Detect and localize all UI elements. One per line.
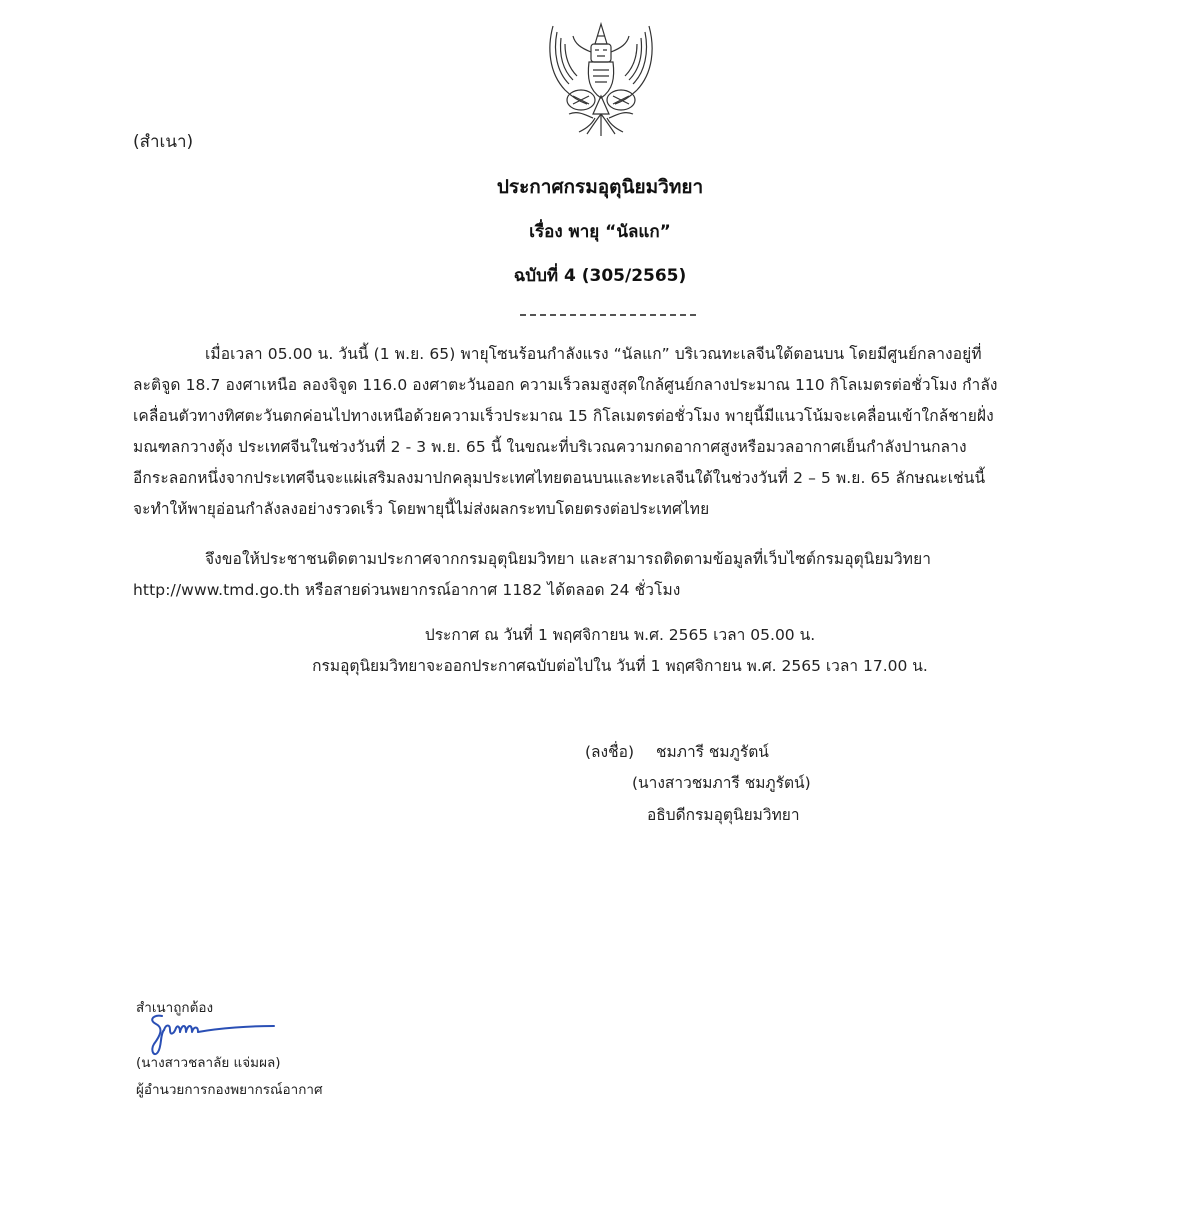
announced-at: ประกาศ ณ วันที่ 1 พฤศจิกายน พ.ศ. 2565 เวลา 05.00 น. — [424, 626, 816, 644]
paragraph-line: มณฑลกวางตุ้ง ประเทศจีนในช่วงวันที่ 2 - 3 พ.ย. 65 นี้ ในขณะที่บริเวณความกดอากาศสูงหรือมวลอากาศเย็นกำลังปานกลาง — [133, 438, 967, 456]
paragraph-line: ละติจูด 18.7 องศาเหนือ ลองจิจูด 116.0 องศาตะวันออก ความเร็วลมสูงสุดใกล้ศูนย์กลางประมาณ 110 กิโลเมตรต่อชั่วโมง กำลัง — [133, 376, 998, 394]
certifier-name: (นางสาวชลาลัย แจ่มผล) — [136, 1055, 281, 1071]
signature-line — [585, 737, 769, 767]
garuda-emblem-icon — [543, 18, 659, 138]
issue-number: ฉบับที่ 4 (305/2565) — [513, 266, 687, 286]
paragraph-line: อีกระลอกหนึ่งจากประเทศจีนจะแผ่เสริมลงมาปกคลุมประเทศไทยตอนบนและทะเลจีนใต้ในช่วงวันที่ 2 – 5 พ.ย. 65 ลักษณะเช่นนี้ — [133, 469, 986, 487]
copy-label: (สำเนา) — [133, 132, 194, 152]
body-paragraph-2 — [133, 544, 1085, 606]
divider — [520, 314, 696, 316]
paragraph-line: จะทำให้พายุอ่อนกำลังลงอย่างรวดเร็ว โดยพายุนี้ไม่ส่งผลกระทบโดยตรงต่อประเทศไทย — [133, 500, 710, 518]
signed-name: ชมภารี ชมภูรัตน์ — [656, 743, 769, 761]
certifier-position: ผู้อำนวยการกองพยากรณ์อากาศ — [136, 1082, 323, 1098]
certified-copy-label: สำเนาถูกต้อง — [136, 1000, 214, 1016]
signed-label: (ลงชื่อ) — [585, 743, 634, 761]
next-issue-notice: กรมอุตุนิยมวิทยาจะออกประกาศฉบับต่อไปใน วันที่ 1 พฤศจิกายน พ.ศ. 2565 เวลา 17.00 น. — [312, 657, 928, 675]
body-paragraph-1 — [133, 339, 1085, 525]
signatory-position: อธิบดีกรมอุตุนิยมวิทยา — [647, 806, 800, 824]
page-title: ประกาศกรมอุตุนิยมวิทยา — [496, 176, 704, 198]
paragraph-line: จึงขอให้ประชาชนติดตามประกาศจากกรมอุตุนิยมวิทยา และสามารถติดตามข้อมูลที่เว็บไซต์กรมอุตุนิยมวิทยา — [205, 550, 932, 568]
paragraph-line: เคลื่อนตัวทางทิศตะวันตกค่อนไปทางเหนือด้วยความเร็วประมาณ 15 กิโลเมตรต่อชั่วโมง พายุนี้มีแนวโน้มจะเคลื่อนเข้าใกล้ชายฝั่ง — [133, 407, 994, 425]
paragraph-line-website: http://www.tmd.go.th หรือสายด่วนพยากรณ์อากาศ 1182 ได้ตลอด 24 ชั่วโมง — [133, 581, 681, 599]
subject-line: เรื่อง พายุ “นัลแก” — [529, 222, 671, 242]
paragraph-line: เมื่อเวลา 05.00 น. วันนี้ (1 พ.ย. 65) พายุโซนร้อนกำลังแรง “นัลแก” บริเวณทะเลจีนใต้ตอนบน โดยมีศูนย์กลางอยู่ที่ — [205, 345, 982, 363]
signatory-full-name: (นางสาวชมภารี ชมภูรัตน์) — [632, 774, 811, 792]
